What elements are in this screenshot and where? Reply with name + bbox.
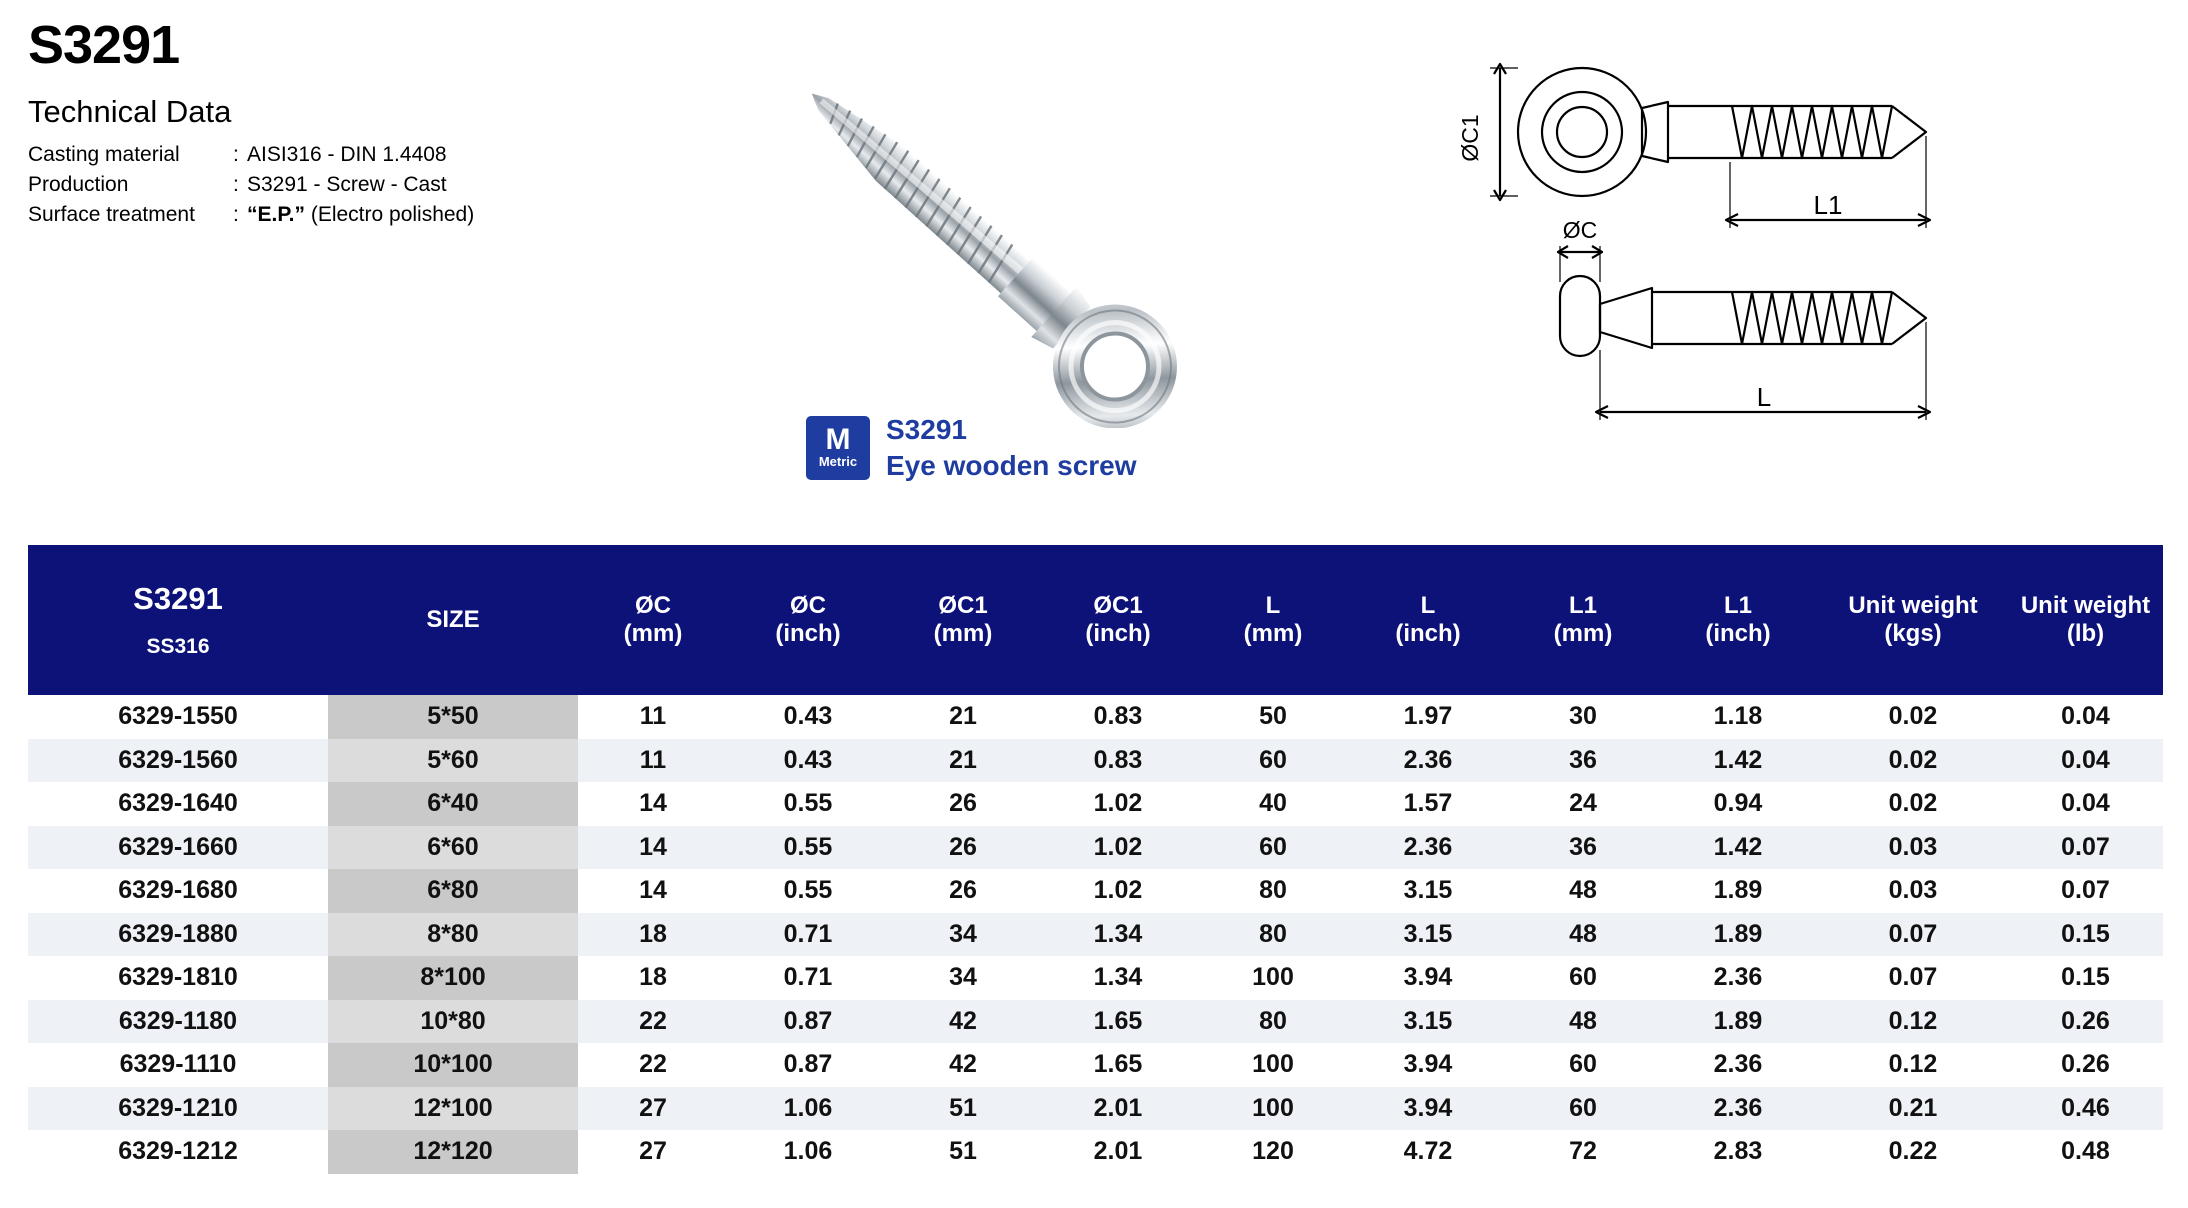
- table-row: [28, 956, 2163, 1000]
- table-cell-l1-in: 1.18: [1658, 695, 1818, 739]
- table-cell-l-mm: 50: [1198, 695, 1348, 739]
- table-cell-c-mm: 22: [578, 1000, 728, 1044]
- table-cell-size: 8*100: [328, 956, 578, 1000]
- table-cell-c1-in: 1.65: [1038, 1043, 1198, 1087]
- table-cell-c-in: 0.71: [728, 956, 888, 1000]
- table-cell-l1-mm: 48: [1508, 1000, 1658, 1044]
- caption-text: [886, 412, 1137, 484]
- table-cell-code: 6329-1810: [28, 956, 328, 1000]
- table-cell-l-mm: 60: [1198, 739, 1348, 783]
- table-row: [28, 1087, 2163, 1131]
- table-cell-kg: 0.07: [1818, 913, 2008, 957]
- table-cell-l-mm: 100: [1198, 1087, 1348, 1131]
- table-cell-kg: 0.02: [1818, 739, 2008, 783]
- dim-label-diameter-c: ØC: [1562, 217, 1598, 243]
- header-block: [28, 15, 728, 231]
- dim-label-l: L: [1756, 382, 1772, 412]
- spec-colon: :: [233, 173, 239, 197]
- product-photo: [720, 8, 1180, 428]
- table-cell-l1-mm: 36: [1508, 739, 1658, 783]
- technical-data-heading: Technical Data: [28, 94, 232, 129]
- table-cell-code: 6329-1560: [28, 739, 328, 783]
- table-cell-size: 5*50: [328, 695, 578, 739]
- table-cell-l1-mm: 48: [1508, 913, 1658, 957]
- table-cell-size: 5*60: [328, 739, 578, 783]
- table-cell-c1-in: 0.83: [1038, 739, 1198, 783]
- table-row: [28, 782, 2163, 826]
- column-header-code-main: S3291: [133, 580, 223, 616]
- table-cell-l-in: 1.97: [1348, 695, 1508, 739]
- table-cell-l-in: 1.57: [1348, 782, 1508, 826]
- specifications-table: [28, 545, 2163, 1174]
- table-row: [28, 1043, 2163, 1087]
- column-header-l-mm: L (mm): [1198, 545, 1348, 695]
- table-row: [28, 826, 2163, 870]
- table-cell-c-in: 0.87: [728, 1000, 888, 1044]
- table-cell-code: 6329-1180: [28, 1000, 328, 1044]
- table-cell-kg: 0.12: [1818, 1000, 2008, 1044]
- table-cell-c1-mm: 34: [888, 913, 1038, 957]
- metric-badge-icon: [806, 416, 870, 480]
- table-cell-l1-mm: 30: [1508, 695, 1658, 739]
- spec-value: S3291 - Screw - Cast: [247, 173, 447, 197]
- dimension-drawings: [1430, 20, 2170, 480]
- column-header-size: SIZE: [328, 545, 578, 695]
- table-cell-l1-mm: 60: [1508, 1043, 1658, 1087]
- table-cell-l-in: 3.15: [1348, 869, 1508, 913]
- table-cell-c1-in: 2.01: [1038, 1130, 1198, 1174]
- spec-label: Production: [28, 173, 129, 197]
- column-header-unit-weight-kgs: Unit weight (kgs): [1818, 545, 2008, 695]
- table-cell-size: 6*80: [328, 869, 578, 913]
- table-cell-l1-in: 1.42: [1658, 826, 1818, 870]
- table-cell-c-in: 0.55: [728, 869, 888, 913]
- column-header-code-sub: SS316: [146, 634, 210, 658]
- table-row: [28, 913, 2163, 957]
- column-header-c-inch: ØC (inch): [728, 545, 888, 695]
- table-cell-c1-mm: 26: [888, 782, 1038, 826]
- table-cell-c-in: 0.43: [728, 695, 888, 739]
- spec-value: (Electro polished): [310, 203, 475, 227]
- table-cell-c-in: 0.43: [728, 739, 888, 783]
- spec-colon: :: [233, 143, 239, 166]
- table-cell-code: 6329-1550: [28, 695, 328, 739]
- table-cell-l1-mm: 36: [1508, 826, 1658, 870]
- table-header-row: [28, 545, 2163, 695]
- table-cell-kg: 0.07: [1818, 956, 2008, 1000]
- table-cell-l-in: 3.15: [1348, 1000, 1508, 1044]
- table-cell-l1-in: 2.83: [1658, 1130, 1818, 1174]
- table-cell-l1-mm: 60: [1508, 1087, 1658, 1131]
- spec-colon: :: [233, 203, 239, 227]
- column-header-c1-mm: ØC1 (mm): [888, 545, 1038, 695]
- column-header-code: [28, 545, 328, 695]
- table-cell-c-mm: 14: [578, 826, 728, 870]
- table-cell-l-mm: 40: [1198, 782, 1348, 826]
- table-cell-l1-mm: 72: [1508, 1130, 1658, 1174]
- spec-row-production: [28, 170, 728, 200]
- table-cell-l-in: 2.36: [1348, 739, 1508, 783]
- table-cell-c-mm: 11: [578, 695, 728, 739]
- product-caption: [806, 412, 1137, 484]
- table-cell-c-mm: 27: [578, 1130, 728, 1174]
- table-cell-l-in: 2.36: [1348, 826, 1508, 870]
- table-cell-size: 8*80: [328, 913, 578, 957]
- table-cell-size: 10*80: [328, 1000, 578, 1044]
- table-cell-c1-in: 1.34: [1038, 956, 1198, 1000]
- table-cell-c1-in: 1.02: [1038, 782, 1198, 826]
- table-cell-l-mm: 100: [1198, 956, 1348, 1000]
- dim-label-l1: L1: [1813, 190, 1843, 220]
- column-header-unit-weight-lb: Unit weight (lb): [2008, 545, 2163, 695]
- table-cell-l1-in: 0.94: [1658, 782, 1818, 826]
- table-cell-kg: 0.22: [1818, 1130, 2008, 1174]
- table-cell-l-mm: 120: [1198, 1130, 1348, 1174]
- table-cell-code: 6329-1680: [28, 869, 328, 913]
- table-cell-c1-in: 1.65: [1038, 1000, 1198, 1044]
- table-cell-c1-mm: 51: [888, 1130, 1038, 1174]
- table-cell-c1-in: 1.02: [1038, 826, 1198, 870]
- table-cell-l-in: 3.94: [1348, 956, 1508, 1000]
- table-cell-l-mm: 80: [1198, 913, 1348, 957]
- technical-drawings: [1430, 20, 2170, 480]
- table-cell-lb: 0.04: [2008, 782, 2163, 826]
- table-cell-code: 6329-1880: [28, 913, 328, 957]
- table-cell-lb: 0.04: [2008, 739, 2163, 783]
- table-cell-l1-in: 1.89: [1658, 913, 1818, 957]
- table-cell-l-in: 3.94: [1348, 1043, 1508, 1087]
- table-cell-c1-mm: 26: [888, 869, 1038, 913]
- table-cell-l1-in: 1.42: [1658, 739, 1818, 783]
- table-cell-kg: 0.03: [1818, 826, 2008, 870]
- table-row: [28, 1000, 2163, 1044]
- table-cell-c1-mm: 26: [888, 826, 1038, 870]
- table-row: [28, 1130, 2163, 1174]
- caption-product-code: S3291: [886, 414, 967, 445]
- table-cell-c-in: 0.87: [728, 1043, 888, 1087]
- table-cell-c-in: 0.71: [728, 913, 888, 957]
- table-row: [28, 695, 2163, 739]
- table-cell-l1-mm: 48: [1508, 869, 1658, 913]
- table-cell-lb: 0.46: [2008, 1087, 2163, 1131]
- table-cell-kg: 0.12: [1818, 1043, 2008, 1087]
- column-header-l1-inch: L1 (inch): [1658, 545, 1818, 695]
- table-cell-c1-in: 0.83: [1038, 695, 1198, 739]
- metric-badge-word: Metric: [818, 453, 858, 469]
- table-cell-lb: 0.26: [2008, 1043, 2163, 1087]
- table-cell-lb: 0.07: [2008, 826, 2163, 870]
- table-cell-c-mm: 11: [578, 739, 728, 783]
- table-cell-l1-in: 2.36: [1658, 1087, 1818, 1131]
- table-cell-c-in: 1.06: [728, 1087, 888, 1131]
- table-cell-l1-in: 1.89: [1658, 1000, 1818, 1044]
- table-cell-lb: 0.26: [2008, 1000, 2163, 1044]
- table-cell-l1-in: 1.89: [1658, 869, 1818, 913]
- table-cell-l-mm: 100: [1198, 1043, 1348, 1087]
- column-header-c-mm: ØC (mm): [578, 545, 728, 695]
- table-cell-c-mm: 22: [578, 1043, 728, 1087]
- spec-value-emphasis: “E.P.”: [247, 203, 305, 227]
- spec-label: Surface treatment: [28, 203, 195, 227]
- spec-label: Casting material: [28, 143, 180, 166]
- table-cell-size: 6*40: [328, 782, 578, 826]
- table-cell-size: 12*120: [328, 1130, 578, 1174]
- table-cell-kg: 0.03: [1818, 869, 2008, 913]
- table-cell-c1-mm: 21: [888, 739, 1038, 783]
- column-header-l-inch: L (inch): [1348, 545, 1508, 695]
- metric-badge-letter: M: [825, 423, 851, 457]
- table-cell-c1-mm: 34: [888, 956, 1038, 1000]
- table-cell-code: 6329-1110: [28, 1043, 328, 1087]
- table-row: [28, 869, 2163, 913]
- table-cell-l-in: 4.72: [1348, 1130, 1508, 1174]
- table-cell-lb: 0.04: [2008, 695, 2163, 739]
- table-cell-code: 6329-1212: [28, 1130, 328, 1174]
- table-cell-kg: 0.02: [1818, 782, 2008, 826]
- table-cell-kg: 0.02: [1818, 695, 2008, 739]
- table-cell-l1-mm: 60: [1508, 956, 1658, 1000]
- column-header-l1-mm: L1 (mm): [1508, 545, 1658, 695]
- table-cell-lb: 0.48: [2008, 1130, 2163, 1174]
- column-header-c1-inch: ØC1 (inch): [1038, 545, 1198, 695]
- table-cell-c1-mm: 21: [888, 695, 1038, 739]
- table-cell-l-mm: 80: [1198, 869, 1348, 913]
- eye-wooden-screw-illustration: [720, 8, 1180, 428]
- table-row: [28, 739, 2163, 783]
- table-cell-lb: 0.15: [2008, 913, 2163, 957]
- page-title: S3291: [28, 15, 180, 75]
- table-cell-c-mm: 18: [578, 913, 728, 957]
- table-cell-c-mm: 27: [578, 1087, 728, 1131]
- table-cell-code: 6329-1640: [28, 782, 328, 826]
- table-cell-kg: 0.21: [1818, 1087, 2008, 1131]
- spec-row-casting-material: [28, 140, 728, 170]
- table-cell-c1-mm: 42: [888, 1043, 1038, 1087]
- table-cell-c1-mm: 42: [888, 1000, 1038, 1044]
- table-cell-c1-in: 1.34: [1038, 913, 1198, 957]
- table-cell-c-mm: 14: [578, 869, 728, 913]
- table-cell-lb: 0.07: [2008, 869, 2163, 913]
- table-cell-l-in: 3.94: [1348, 1087, 1508, 1131]
- table-cell-l1-in: 2.36: [1658, 956, 1818, 1000]
- table-cell-c-mm: 18: [578, 956, 728, 1000]
- table-cell-code: 6329-1660: [28, 826, 328, 870]
- spec-row-surface-treatment: [28, 200, 728, 230]
- table-cell-l-mm: 80: [1198, 1000, 1348, 1044]
- table-cell-c-in: 0.55: [728, 826, 888, 870]
- table-cell-l-in: 3.15: [1348, 913, 1508, 957]
- table-cell-size: 6*60: [328, 826, 578, 870]
- table-cell-c-mm: 14: [578, 782, 728, 826]
- table-cell-c1-in: 2.01: [1038, 1087, 1198, 1131]
- dim-label-diameter-c1: ØC1: [1457, 114, 1483, 162]
- table-cell-size: 10*100: [328, 1043, 578, 1087]
- spec-value: AISI316 - DIN 1.4408: [247, 143, 447, 166]
- table-cell-code: 6329-1210: [28, 1087, 328, 1131]
- table-cell-c-in: 0.55: [728, 782, 888, 826]
- table-cell-l-mm: 60: [1198, 826, 1348, 870]
- table-cell-c-in: 1.06: [728, 1130, 888, 1174]
- table-cell-c1-in: 1.02: [1038, 869, 1198, 913]
- table-cell-lb: 0.15: [2008, 956, 2163, 1000]
- table-cell-size: 12*100: [328, 1087, 578, 1131]
- caption-product-name: Eye wooden screw: [886, 449, 1137, 481]
- table-cell-l1-in: 2.36: [1658, 1043, 1818, 1087]
- table-cell-l1-mm: 24: [1508, 782, 1658, 826]
- table-cell-c1-mm: 51: [888, 1087, 1038, 1131]
